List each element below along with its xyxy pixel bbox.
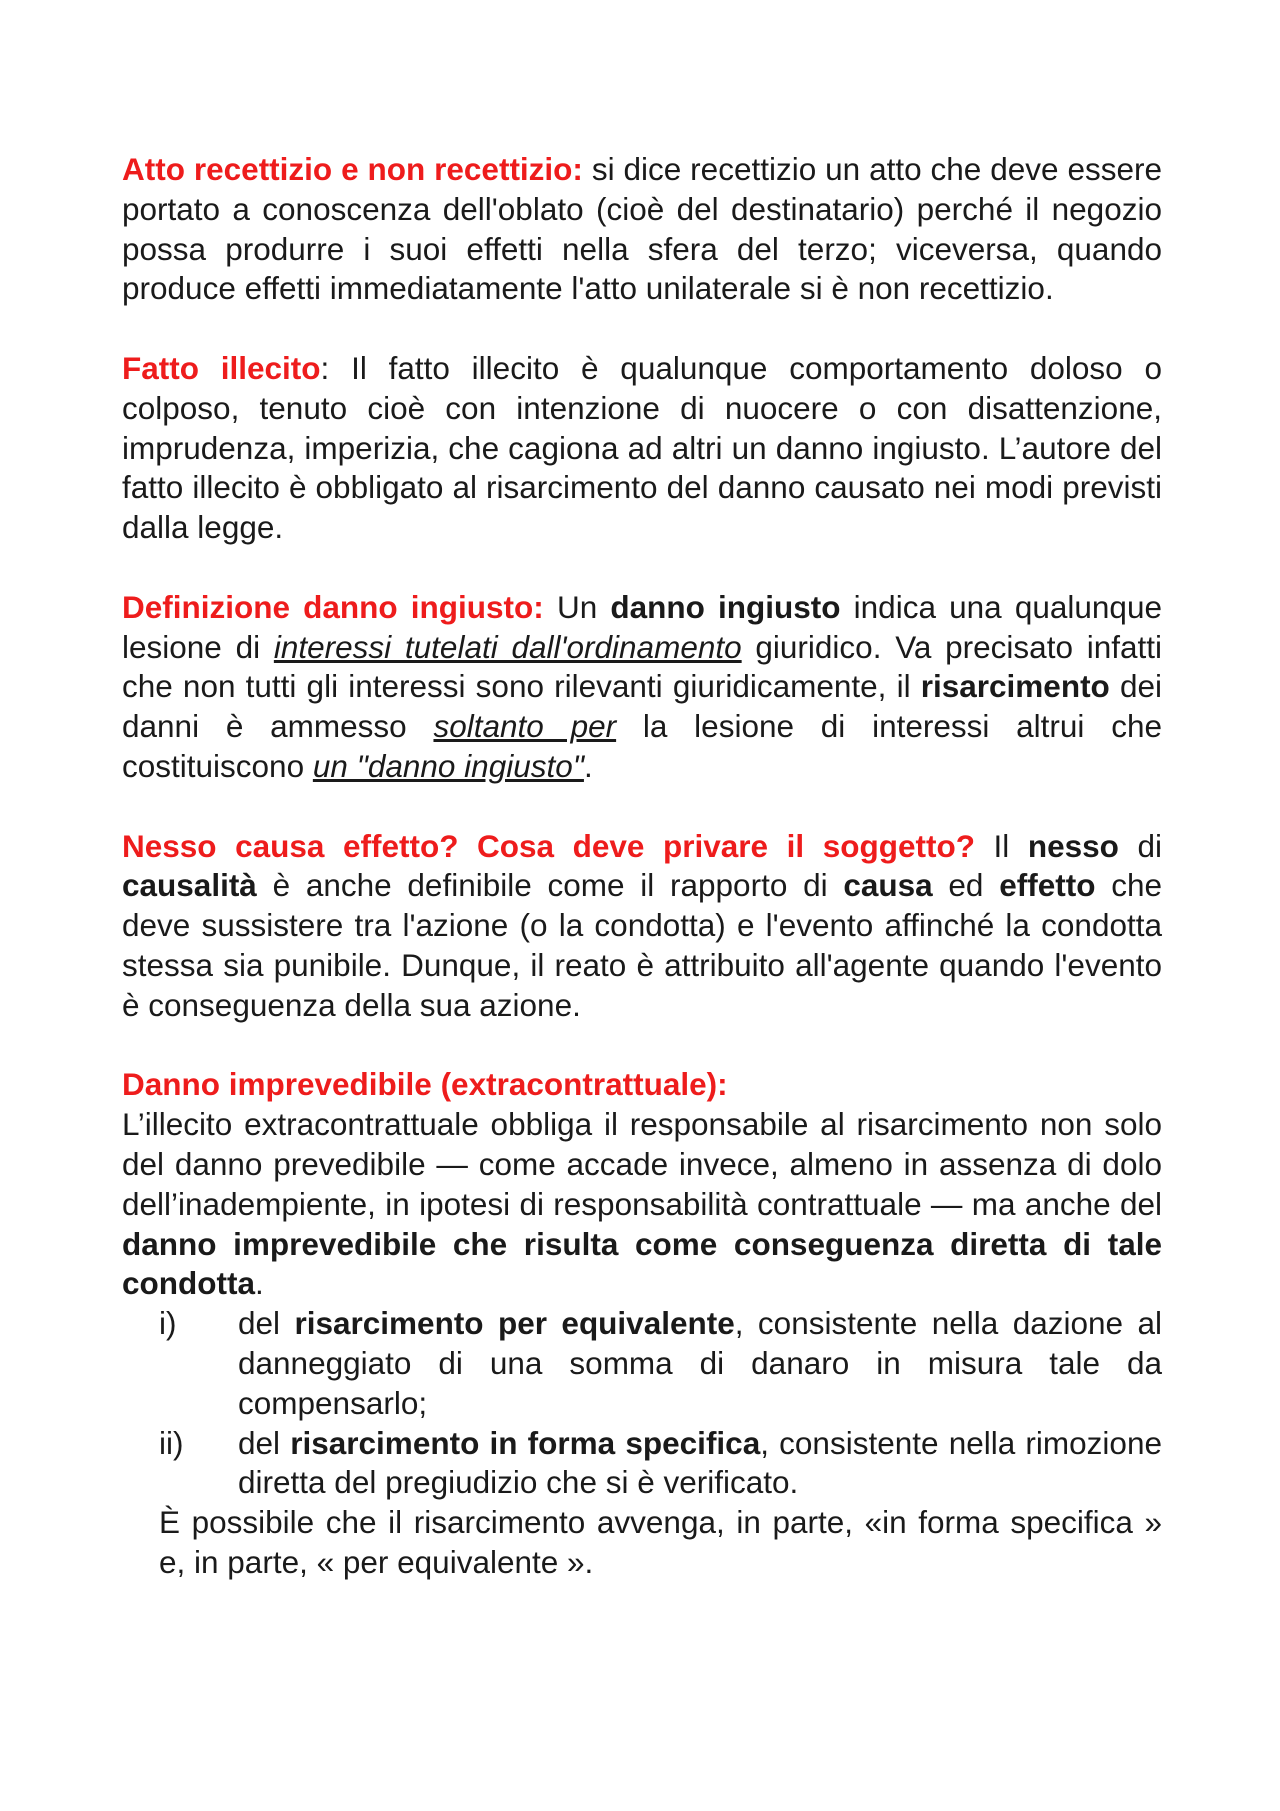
text-segment: , consistente nella rimozione diretta del pregiudizio che si è verificato. [238, 1424, 1162, 1501]
text-segment: ed [932, 867, 1000, 904]
text-segment: che deve sussistere tra l'azione (o la condotta) e l'evento affinché la condotta stessa sia punibile. Dunque, il reato è attribuito all'agente quando l'evento è conseguenza della sua azione. [122, 867, 1162, 1023]
text-segment: giuridico. Va precisato infatti che non tutti gli interessi sono rilevanti giuridicamente, il [122, 628, 1163, 705]
bold-term: effetto [999, 867, 1096, 904]
document-page [122, 150, 1162, 1583]
text-segment: di [1118, 827, 1162, 864]
heading-nesso-causa: Nesso causa effetto? Cosa deve privare il soggetto? [122, 827, 975, 864]
bold-term: causa [843, 867, 933, 904]
list-item [122, 1424, 1162, 1504]
paragraph-danno-imprevedibile [122, 1105, 1162, 1304]
text-segment: del [238, 1305, 295, 1342]
list-item-number: i) [159, 1305, 177, 1342]
text-segment: . [583, 747, 593, 784]
closing-paragraph: È possibile che il risarcimento avvenga, in parte, «in forma specifica » e, in parte, « per equivalente ». [159, 1504, 1162, 1580]
paragraph-nesso-causa [122, 827, 1162, 1026]
heading-fatto-illecito: Fatto illecito [122, 349, 321, 386]
bold-term: risarcimento in forma specifica [290, 1424, 761, 1461]
bold-term: risarcimento per equivalente [294, 1305, 735, 1342]
paragraph-fatto-illecito [122, 349, 1162, 548]
underlined-term: un "danno ingiusto" [312, 747, 584, 784]
text-segment: Il [974, 827, 1028, 864]
text-segment: dei danni è ammesso [122, 668, 1162, 745]
paragraph-danno-ingiusto [122, 588, 1162, 787]
heading-danno-ingiusto: Definizione danno ingiusto: [122, 588, 544, 625]
text-segment: del [238, 1424, 291, 1461]
bold-term: danno ingiusto [610, 588, 841, 625]
bold-term: nesso [1027, 827, 1119, 864]
list-item-number: ii) [159, 1424, 184, 1461]
text-segment: . [254, 1265, 264, 1302]
text-segment: indica una qualunque lesione di [122, 588, 1162, 665]
text-segment: la lesione di interessi altrui che costituiscono [122, 708, 1162, 784]
list-item-text [238, 1304, 1162, 1423]
paragraph-atto-recettizio [122, 150, 1162, 309]
text-segment: Un [543, 588, 611, 625]
heading-danno-imprevedibile: Danno imprevedibile (extracontrattuale): [122, 1066, 728, 1103]
text-fatto-illecito: : Il fatto illecito è qualunque comportamento doloso o colposo, tenuto cioè con intenzione di nuocere o con disattenzione, imprudenza, imperizia, che cagiona ad altri un danno ingiusto. L’autore del fatto illecito è obbligato al risarcimento del danno causato nei modi previsti dalla legge. [122, 349, 1162, 546]
bold-term: causalità [122, 867, 257, 904]
text-segment: , consistente nella dazione al danneggiato di una somma di danaro in misura tale da compensarlo; [238, 1305, 1162, 1421]
heading-atto-recettizio: Atto recettizio e non recettizio: [122, 151, 583, 187]
list-item [122, 1304, 1162, 1423]
underlined-term: soltanto per [433, 708, 617, 745]
bold-term: danno imprevedibile che risulta come conseguenza diretta di tale condotta [122, 1225, 1162, 1302]
bold-term: risarcimento [920, 668, 1110, 705]
text-segment: L’illecito extracontrattuale obbliga il responsabile al risarcimento non solo del danno prevedibile — come accade invece, almeno in assenza di dolo dell’inadempiente, in ipotesi di responsabilità contrattuale — ma anche del [122, 1106, 1162, 1222]
section-danno-imprevedibile [122, 1065, 1162, 1582]
underlined-term: interessi tutelati dall'ordinamento [273, 628, 742, 665]
risarcimento-list [122, 1304, 1162, 1503]
list-item-text [238, 1424, 1162, 1504]
text-atto-recettizio: si dice recettizio un atto che deve essere portato a conoscenza dell'oblato (cioè del destinatario) perché il negozio possa produrre i suoi effetti nella sfera del terzo; viceversa, quando produce effetti immediatamente l'atto unilaterale si è non recettizio. [122, 151, 1162, 307]
text-segment: è anche definibile come il rapporto di [256, 867, 844, 904]
